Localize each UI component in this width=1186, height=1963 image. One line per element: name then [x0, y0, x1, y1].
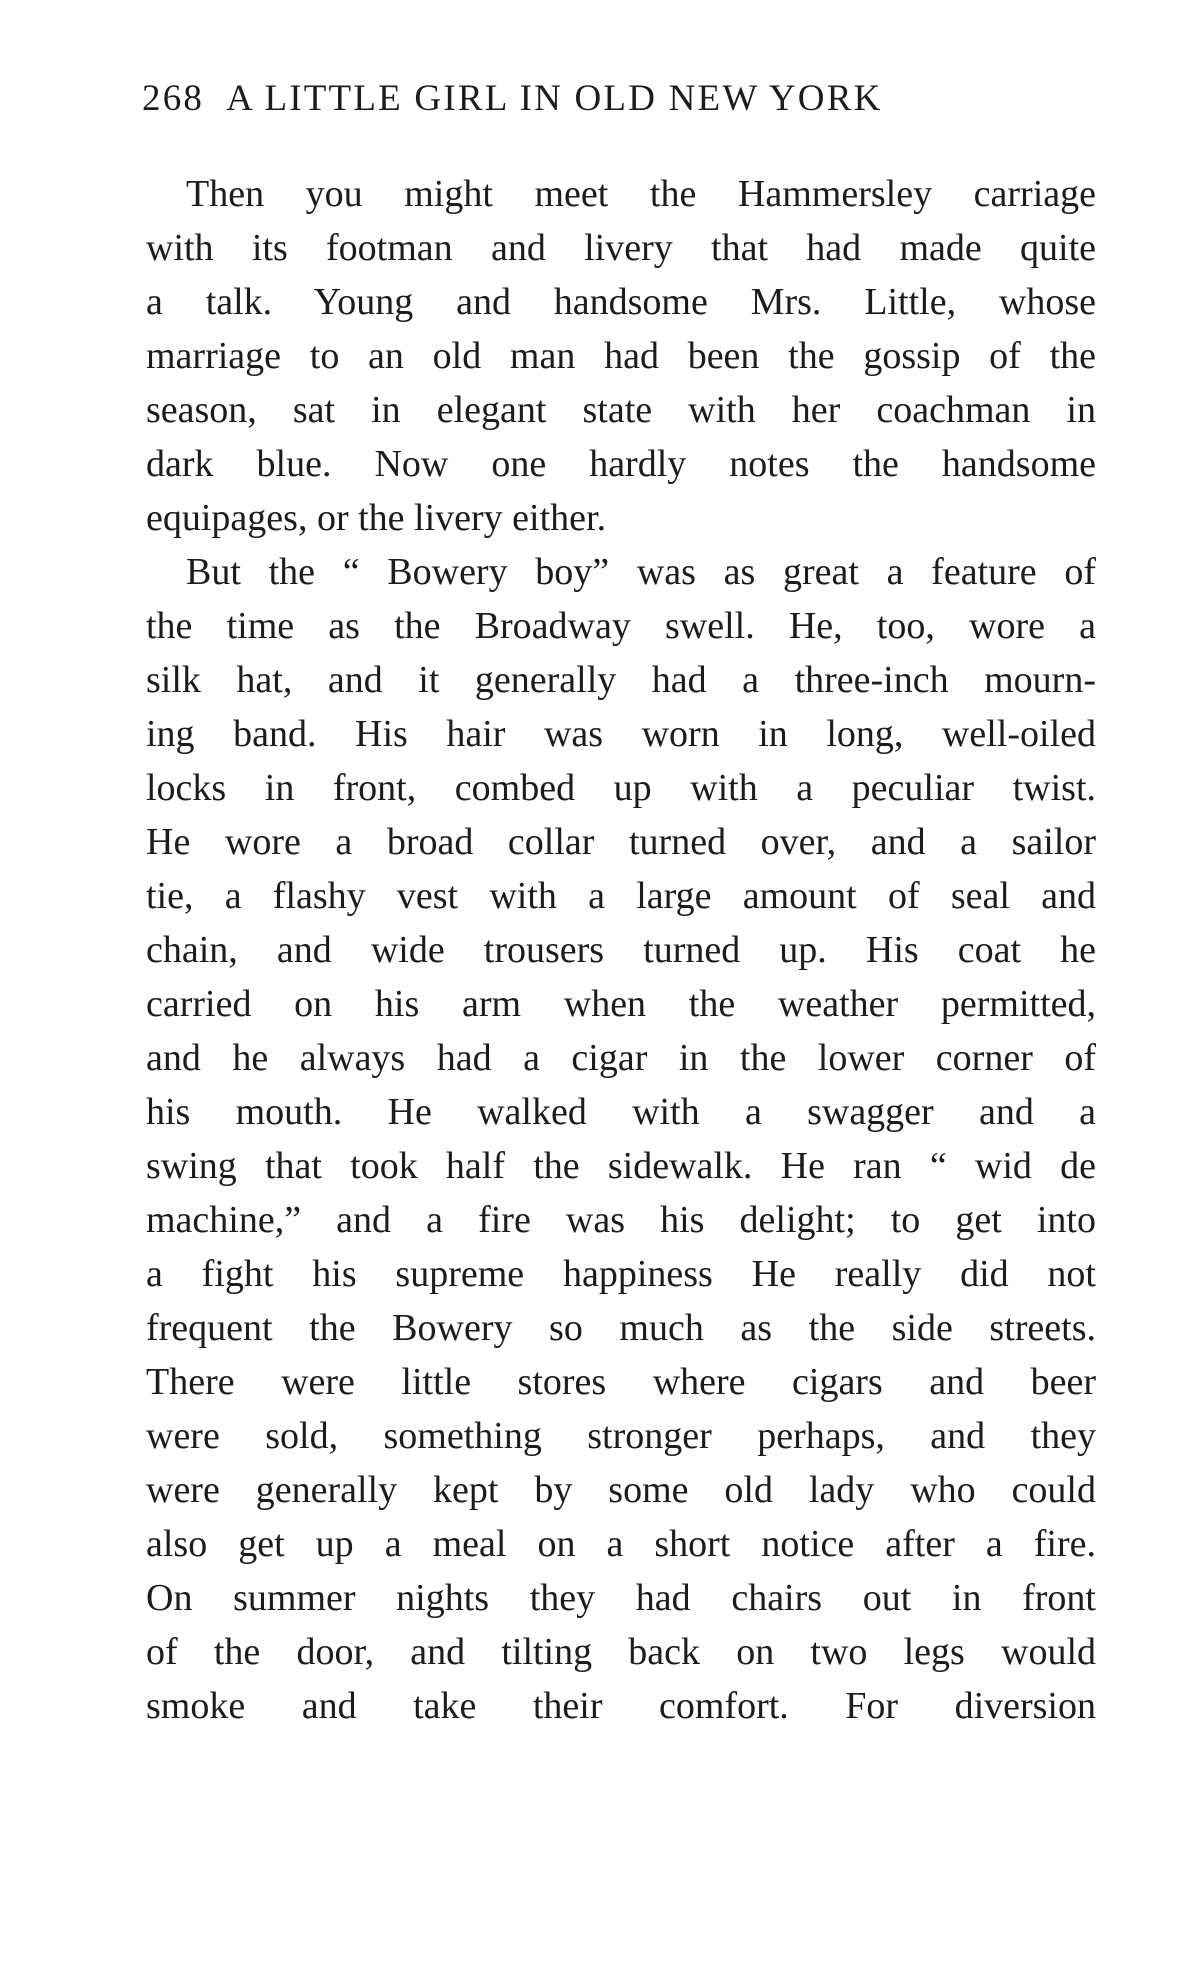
text-line: swing that took half the sidewalk. He ran “ wid de: [146, 1145, 1096, 1187]
text-line: a fight his supreme happiness He really did not: [146, 1253, 1096, 1295]
text-line: and he always had a cigar in the lower corner of: [146, 1037, 1096, 1079]
text-line: tie, a flashy vest with a large amount of seal and: [146, 875, 1096, 917]
text-line: machine,” and a fire was his delight; to get into: [146, 1199, 1096, 1241]
text-line: were sold, something stronger perhaps, and they: [146, 1415, 1096, 1457]
text-line: frequent the Bowery so much as the side streets.: [146, 1307, 1096, 1349]
text-line: smoke and take their comfort. For diversion: [146, 1685, 1096, 1727]
text-line: a talk. Young and handsome Mrs. Little, whose: [146, 281, 1096, 323]
text-line: dark blue. Now one hardly notes the handsome: [146, 443, 1096, 485]
running-title: A LITTLE GIRL IN OLD NEW YORK: [226, 78, 883, 119]
text-line: equipages, or the livery either.: [146, 497, 607, 539]
text-line: season, sat in elegant state with her coachman in: [146, 389, 1096, 431]
text-line: chain, and wide trousers turned up. His coat he: [146, 929, 1096, 971]
text-line: also get up a meal on a short notice after a fire.: [146, 1523, 1096, 1565]
text-line: his mouth. He walked with a swagger and a: [146, 1091, 1096, 1133]
paragraph-bowery-boy: [146, 545, 1096, 1733]
text-line: Then you might meet the Hammersley carriage: [186, 173, 1096, 215]
text-line: were generally kept by some old lady who could: [146, 1469, 1096, 1511]
text-line: On summer nights they had chairs out in front: [146, 1577, 1096, 1619]
text-line: But the “ Bowery boy” was as great a feature of: [186, 551, 1096, 593]
text-line: ing band. His hair was worn in long, well-oiled: [146, 713, 1096, 755]
text-line: of the door, and tilting back on two legs would: [146, 1631, 1096, 1673]
text-line: the time as the Broadway swell. He, too, wore a: [146, 605, 1096, 647]
running-head: [142, 76, 1042, 122]
paragraph-carriages: [146, 167, 1096, 545]
text-line: silk hat, and it generally had a three-inch mourn-: [146, 659, 1096, 701]
page-number: 268: [142, 78, 205, 119]
text-line: There were little stores where cigars and beer: [146, 1361, 1096, 1403]
text-line: marriage to an old man had been the gossip of the: [146, 335, 1096, 377]
text-line: He wore a broad collar turned over, and a sailor: [146, 821, 1096, 863]
text-line: carried on his arm when the weather permitted,: [146, 983, 1096, 1025]
text-line: with its footman and livery that had made quite: [146, 227, 1096, 269]
text-line: locks in front, combed up with a peculiar twist.: [146, 767, 1096, 809]
body-text: [146, 167, 1096, 1733]
